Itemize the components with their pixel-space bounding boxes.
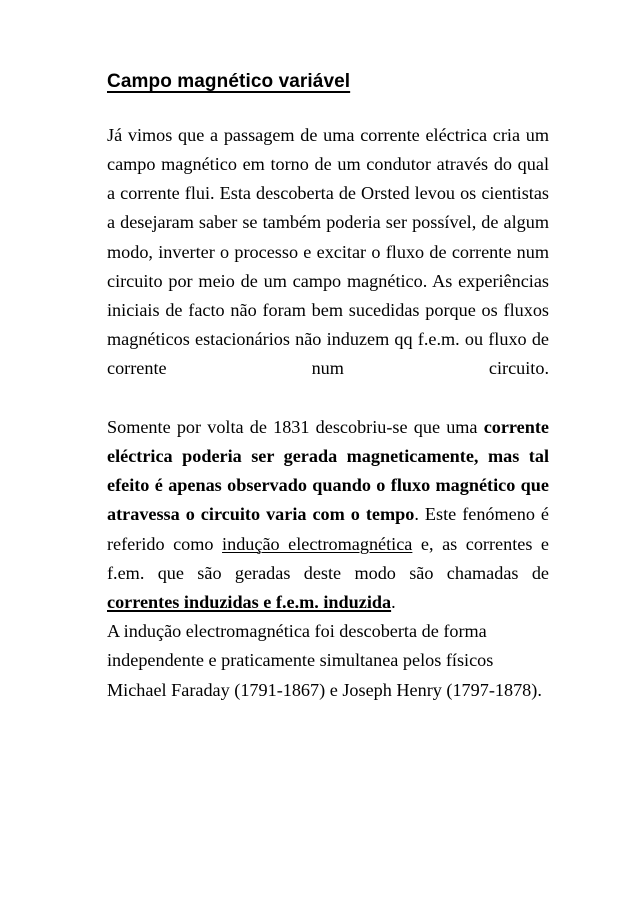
document-content [107, 70, 549, 705]
paragraph-1: Já vimos que a passagem de uma corrente eléctrica cria um campo magnético em torno de um condutor através do qual a corrente flui. Esta descoberta de Orsted levou os cientistas a desejaram saber se também poderia ser possível, de algum modo, inverter o processo e excitar o fluxo de corrente num circuito por meio de um campo magnético. As experiências iniciais de facto não foram bem sucedidas porque os fluxos magnéticos estacionários não induzem qq f.e.m. ou fluxo de corrente num circuito. [107, 124, 549, 379]
page-title: Campo magnético variável [107, 71, 351, 92]
p2-segment-bold-emphasis: corrente eléctrica poderia ser gerada magneticamente, mas tal efeito é apenas observado quando o fluxo magnético que atravessa o circuito varia com o tempo [107, 416, 549, 525]
document-body [107, 121, 549, 705]
p2-segment-tail: e, as correntes e f.em. que são geradas deste modo são chamadas de [107, 533, 550, 583]
p2-segment-intro: Somente por volta de 1831 descobriu-se que uma [107, 416, 484, 437]
paragraph-3: A indução electromagnética foi descoberta de forma independente e praticamente simultanea pelos físicos Michael Faraday (1791-1867) e Joseph Henry (1797-1878). [107, 621, 542, 700]
p2-segment-middle: . Este fenómeno é referido como [107, 504, 549, 554]
p2-segment-period: . [391, 592, 396, 612]
paragraph-2 [107, 413, 549, 617]
p2-segment-bold-underlined-term: correntes induzidas e f.e.m. induzida [107, 592, 392, 612]
p2-segment-underlined-term: indução electromagnética [222, 533, 413, 554]
